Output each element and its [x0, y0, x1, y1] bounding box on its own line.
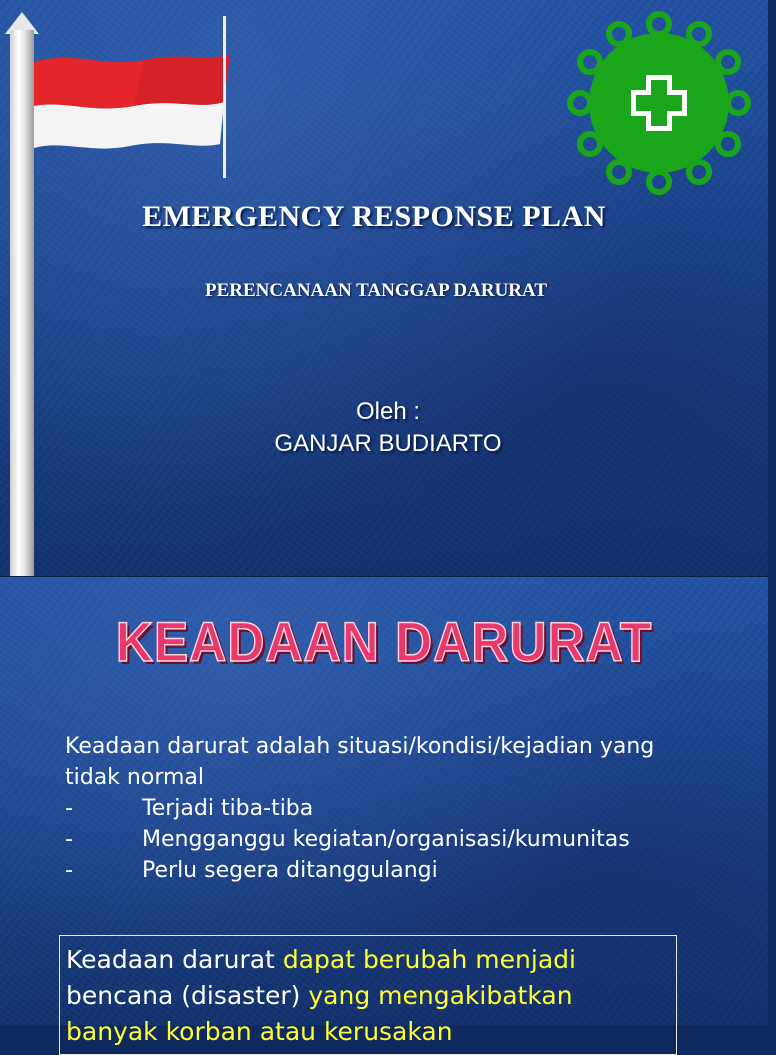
intro-line: tidak normal — [65, 765, 205, 790]
slide-title: KEADAAN DARURAT — [115, 610, 653, 673]
list-item-text: Perlu segera ditanggulangi — [142, 858, 438, 883]
bullet-dash: - — [65, 827, 73, 852]
author-block — [0, 396, 776, 460]
box-highlight-text: yang mengakibatkan — [308, 981, 573, 1010]
bullet-dash: - — [65, 858, 73, 883]
slide-subtitle: PERENCANAAN TANGGAP DARURAT — [204, 280, 547, 301]
list-item-text: Terjadi tiba-tiba — [142, 796, 314, 821]
list-item — [65, 793, 725, 824]
box-highlight-text: dapat berubah menjadi — [282, 945, 576, 974]
highlight-box — [59, 935, 677, 1055]
indonesia-flag-icon — [34, 40, 234, 160]
list-item — [65, 855, 725, 886]
bullet-dash: - — [65, 796, 73, 821]
flag-edge-line — [223, 16, 226, 178]
intro-line: Keadaan darurat adalah situasi/kondisi/kejadian yang — [65, 734, 655, 759]
box-line — [66, 942, 676, 978]
safety-cross-emblem-icon — [566, 10, 752, 196]
definition-text — [65, 731, 725, 886]
slide-title: EMERGENCY RESPONSE PLAN — [142, 200, 606, 233]
by-label: Oleh : — [355, 398, 421, 425]
box-line — [66, 978, 676, 1014]
list-item — [65, 824, 725, 855]
box-text: Keadaan darurat — [66, 945, 283, 974]
flagpole — [10, 30, 34, 576]
box-line — [66, 1014, 676, 1050]
box-highlight-text: banyak korban atau kerusakan — [66, 1017, 453, 1046]
slide-2 — [0, 576, 768, 1046]
author-name: GANJAR BUDIARTO — [274, 430, 502, 457]
list-item-text: Mengganggu kegiatan/organisasi/kumunitas — [142, 827, 630, 852]
box-text: bencana (disaster) — [66, 981, 309, 1010]
